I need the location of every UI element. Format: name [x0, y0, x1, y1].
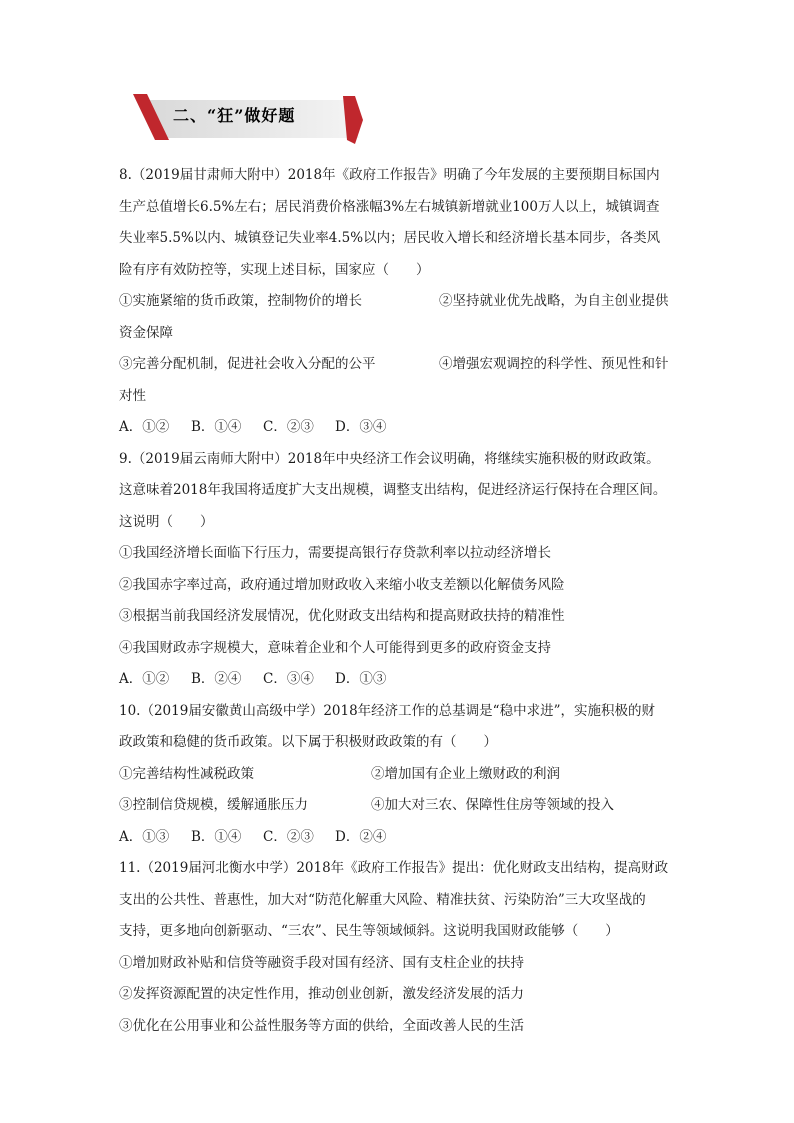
- question-stem-line: 支出的公共性、普惠性，加大对“防范化解重大风险、精准扶贫、污染防治”三大攻坚战的: [119, 891, 646, 908]
- answer-c: C．②③: [263, 419, 314, 435]
- answer-d: D．②④: [335, 828, 387, 845]
- question-stem-line: 9.（2019届云南师大附中）2018年中央经济工作会议明确，将继续实施积极的财政政策。: [119, 450, 660, 467]
- question-stem-line: 失业率5.5%以内、城镇登记失业率4.5%以内；居民收入增长和经济增长基本同步，各类风: [119, 230, 661, 246]
- question-9: [119, 444, 679, 696]
- option-row: [119, 349, 679, 381]
- answer-b: B．①④: [191, 419, 242, 435]
- answer-a: A．①②: [119, 419, 170, 435]
- option-4-continued: 对性: [119, 387, 146, 404]
- option-1: ①我国经济增长面临下行压力，需要提高银行存贷款利率以拉动经济增长: [119, 545, 551, 561]
- option-3: ③控制信贷规模，缓解通胀压力: [119, 797, 308, 813]
- answer-d: D．③④: [335, 419, 387, 435]
- question-stem-line: 10.（2019届安徽黄山高级中学）2018年经济工作的总基调是“稳中求进”，实施积极的财: [119, 702, 655, 719]
- option-row: [119, 381, 679, 413]
- answer-choices: [119, 822, 679, 854]
- answer-a: A．①②: [119, 671, 170, 687]
- option-row: [119, 286, 679, 318]
- question-stem-line: 8.（2019届甘肃师大附中）2018年《政府工作报告》明确了今年发展的主要预期目标国内: [119, 167, 660, 183]
- question-stem-line: 险有序有效防控等，实现上述目标，国家应（ ）: [119, 261, 430, 278]
- question-stem-line: 生产总值增长6.5%左右；居民消费价格涨幅3%左右城镇新增就业100万人以上，城镇调查: [119, 198, 660, 215]
- option-row: [119, 790, 679, 822]
- question-11: [119, 853, 679, 1042]
- answer-choices: [119, 412, 679, 444]
- question-8: [119, 160, 679, 444]
- question-stem-line: 政政策和稳健的货币政策。以下属于积极财政政策的有（ ）: [119, 734, 497, 750]
- section-banner: [133, 94, 363, 144]
- answer-choices: [119, 664, 679, 696]
- question-stem-line: 支持，更多地向创新驱动、“三农”、民生等领域倾斜。这说明我国财政能够（ ）: [119, 923, 619, 939]
- question-stem-line: 11.（2019届河北衡水中学）2018年《政府工作报告》提出：优化财政支出结构，提高财政: [119, 860, 669, 876]
- option-1: ①实施紧缩的货币政策，控制物价的增长: [119, 293, 362, 309]
- answer-a: A．①③: [119, 828, 170, 845]
- answer-b: B．①④: [191, 828, 242, 845]
- option-row: [119, 759, 679, 791]
- section-title: 二、“狂”做好题: [173, 106, 296, 125]
- option-1: ①增加财政补贴和信贷等融资手段对国有经济、国有支柱企业的扶持: [119, 954, 524, 971]
- question-list: [119, 160, 679, 1042]
- option-2: ②发挥资源配置的决定性作用，推动创业创新，激发经济发展的活力: [119, 986, 524, 1002]
- question-stem-line: 这说明（ ）: [119, 513, 214, 530]
- option-3: ③优化在公用事业和公益性服务等方面的供给，全面改善人民的生活: [119, 1017, 524, 1034]
- question-10: [119, 696, 679, 854]
- answer-b: B．②④: [191, 671, 242, 687]
- answer-c: C．③④: [263, 671, 314, 687]
- option-2-continued: 资金保障: [119, 324, 173, 341]
- option-row: [119, 318, 679, 350]
- option-2: ②坚持就业优先战略，为自主创业提供: [439, 293, 669, 309]
- answer-d: D．①③: [335, 671, 387, 687]
- option-2: ②增加国有企业上缴财政的利润: [371, 765, 560, 782]
- option-2: ②我国赤字率过高，政府通过增加财政收入来缩小收支差额以化解债务风险: [119, 576, 565, 593]
- option-1: ①完善结构性减税政策: [119, 765, 254, 782]
- option-4: ④加大对三农、保障性住房等领域的投入: [371, 797, 614, 813]
- answer-c: C．②③: [263, 828, 314, 845]
- option-3: ③根据当前我国经济发展情况，优化财政支出结构和提高财政扶持的精准性: [119, 608, 565, 624]
- option-4: ④增强宏观调控的科学性、预见性和针: [439, 356, 669, 372]
- option-3: ③完善分配机制，促进社会收入分配的公平: [119, 356, 376, 372]
- option-4: ④我国财政赤字规模大，意味着企业和个人可能得到更多的政府资金支持: [119, 639, 551, 656]
- question-stem-line: 这意味着2018年我国将适度扩大支出规模，调整支出结构，促进经济运行保持在合理区间。: [119, 482, 667, 498]
